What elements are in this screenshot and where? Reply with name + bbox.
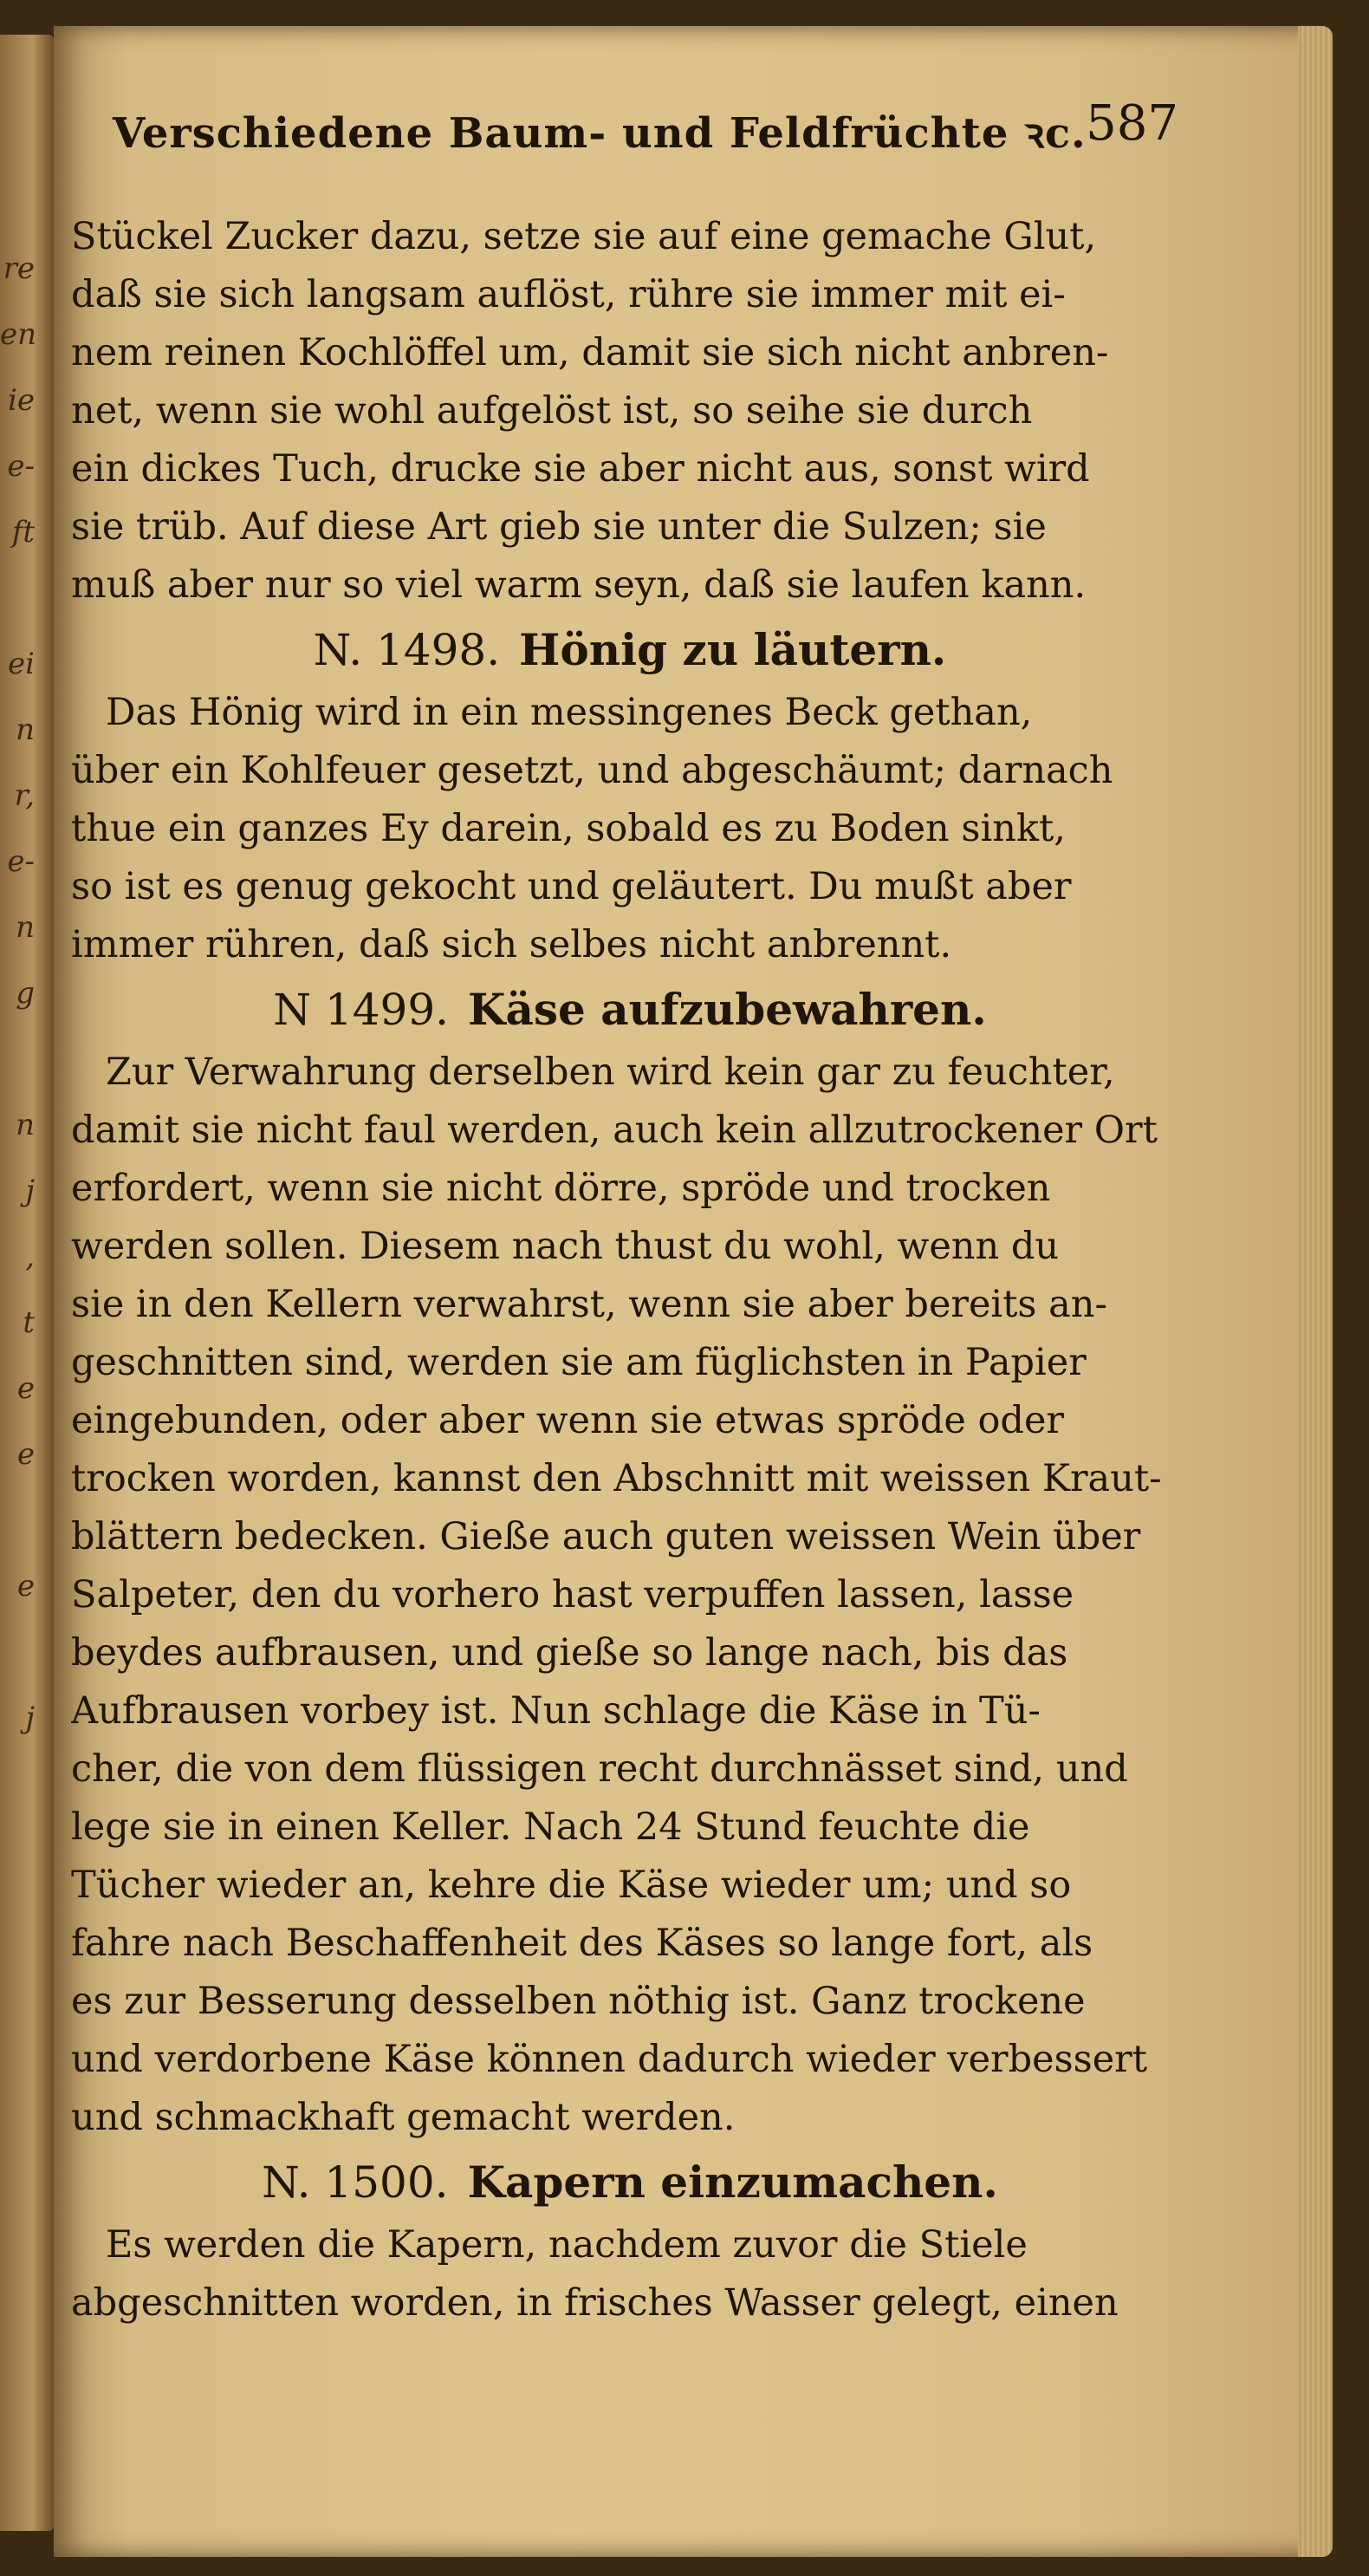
text-line: Das Hönig wird in ein messingenes Beck gethan, (106, 691, 1033, 734)
left-page-fragment: e- (7, 844, 35, 879)
text-line: blättern bedecken. Gieße auch guten weissen Wein über (71, 1515, 1141, 1558)
left-page-fragment: g (16, 976, 35, 1011)
text-line: so ist es genug gekocht und geläutert. Du mußt aber (71, 865, 1072, 908)
text-line: sie in den Kellern verwahrst, wenn sie aber bereits an- (71, 1283, 1108, 1326)
text-line: Salpeter, den du vorhero hast verpuffen lassen, lasse (71, 1573, 1074, 1617)
text-line: und schmackhaft gemacht werden. (71, 2096, 736, 2139)
text-line: muß aber nur so viel warm seyn, daß sie laufen kann. (71, 563, 1087, 607)
section-number: N. 1498. (313, 625, 501, 675)
left-page-fragment: ie (8, 383, 35, 418)
text-line: abgeschnitten worden, in frisches Wasser gelegt, einen (71, 2281, 1119, 2325)
text-line: beydes aufbrausen, und gieße so lange nach, bis das (71, 1631, 1068, 1675)
text-line: damit sie nicht faul werden, auch kein allzutrockener Ort (71, 1109, 1158, 1152)
left-page-fragment: e (16, 1437, 35, 1472)
left-page-fragment: j (25, 1174, 35, 1208)
section-number: N 1499. (273, 985, 450, 1035)
left-page-fragment: ft (11, 515, 35, 550)
text-line: thue ein ganzes Ey darein, sobald es zu Boden sinkt, (71, 807, 1066, 850)
left-page-fragment: n (16, 712, 35, 747)
text-line: sie trüb. Auf diese Art gieb sie unter die Sulzen; sie (71, 505, 1047, 549)
text-line: trocken worden, kannst den Abschnitt mit weissen Kraut- (71, 1457, 1162, 1500)
text-line: Es werden die Kapern, nachdem zuvor die Stiele (106, 2223, 1028, 2267)
section-title: Kapern einzumachen. (467, 2156, 998, 2208)
text-line: es zur Besserung desselben nöthig ist. Ganz trockene (71, 1980, 1086, 2023)
left-page-fragment: en (0, 317, 37, 352)
left-page-fragment: j (25, 1701, 35, 1735)
text-line: immer rühren, daß sich selbes nicht anbrennt. (71, 923, 952, 966)
text-line: lege sie in einen Keller. Nach 24 Stund feuchte die (71, 1805, 1030, 1849)
text-line: werden sollen. Diesem nach thust du wohl, wenn du (71, 1225, 1060, 1268)
text-line: über ein Kohlfeuer gesetzt, und abgeschäumt; darnach (71, 749, 1113, 792)
page-header (113, 95, 1178, 165)
text-line: Aufbrausen vorbey ist. Nun schlage die Käse in Tü- (71, 1689, 1041, 1733)
section-body-1499 (71, 1044, 1189, 2147)
section-number: N. 1500. (262, 2157, 449, 2208)
left-page-fragment: e (16, 1371, 35, 1406)
text-line: cher, die von dem flüssigen recht durchnässet sind, und (71, 1747, 1128, 1791)
left-page-fragment: , (25, 1239, 35, 1274)
text-line: geschnitten sind, werden sie am füglichsten in Papier (71, 1341, 1087, 1384)
section-heading-1498 (71, 620, 1189, 680)
left-page-fragment: n (16, 910, 35, 945)
text-line: net, wenn sie wohl aufgelöst ist, so seihe sie durch (71, 389, 1033, 433)
text-line: Zur Verwahrung derselben wird kein gar zu feuchter, (106, 1051, 1115, 1094)
text-line: nem reinen Kochlöffel um, damit sie sich nicht anbren- (71, 331, 1109, 374)
paragraph-continued (71, 208, 1189, 615)
page-fore-edge (1298, 26, 1333, 2557)
left-page-fragment: re (3, 251, 35, 286)
section-title: Hönig zu läutern. (519, 624, 947, 675)
section-heading-1499 (71, 979, 1189, 1040)
text-line: und verdorbene Käse können dadurch wieder verbessert (71, 2038, 1147, 2081)
running-head: Verschiedene Baum- und Feldfrüchte ꝛc. (113, 109, 1087, 158)
left-page-edge (0, 35, 54, 2531)
text-line: daß sie sich langsam auflöst, rühre sie immer mit ei- (71, 273, 1066, 316)
left-page-fragment: ei (8, 647, 35, 681)
left-page-fragment: t (23, 1305, 35, 1340)
page-number: 587 (1086, 95, 1178, 152)
text-line: ein dickes Tuch, drucke sie aber nicht aus, sonst wird (71, 447, 1090, 491)
section-body-1500 (71, 2216, 1189, 2332)
page-body (71, 208, 1189, 2332)
left-page-fragment: e- (7, 449, 35, 484)
left-page-fragment: n (16, 1108, 35, 1142)
left-page-fragment: e (16, 1569, 35, 1603)
section-heading-1500 (71, 2152, 1189, 2213)
section-title: Käse aufzubewahren. (468, 984, 987, 1035)
text-line: fahre nach Beschaffenheit des Käses so lange fort, als (71, 1922, 1093, 1965)
left-page-fragment: r, (14, 778, 35, 813)
text-line: eingebunden, oder aber wenn sie etwas spröde oder (71, 1399, 1064, 1442)
section-body-1498 (71, 684, 1189, 974)
text-line: Tücher wieder an, kehre die Käse wieder um; und so (71, 1864, 1072, 1907)
text-line: Stückel Zucker dazu, setze sie auf eine gemache Glut, (71, 215, 1097, 258)
text-line: erfordert, wenn sie nicht dörre, spröde und trocken (71, 1167, 1051, 1210)
